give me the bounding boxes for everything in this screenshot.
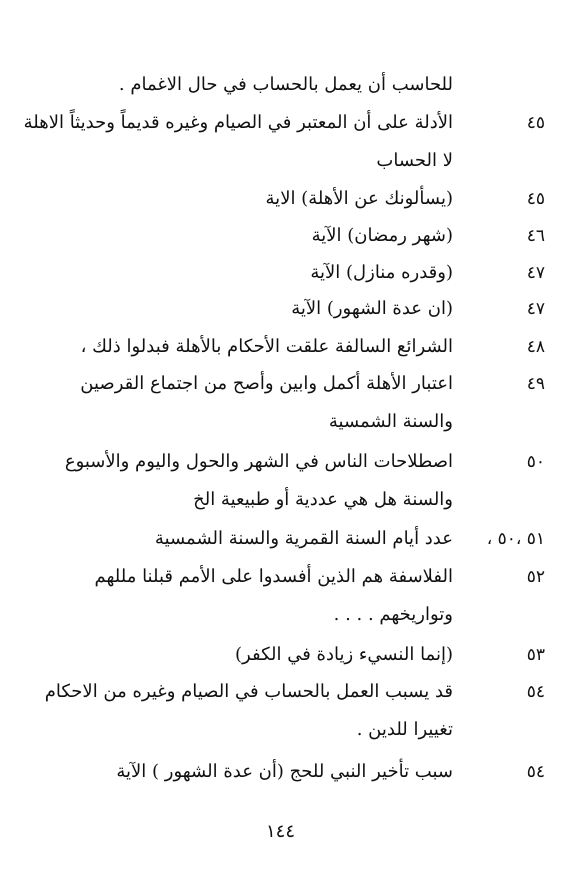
entry-line: والسنة هل هي عددية أو طبيعية الخ [193, 489, 453, 510]
page-number: ١٤٤ [265, 821, 295, 842]
entry-page-ref: ٥٣ [526, 645, 545, 665]
entry-line: الفلاسفة هم الذين أفسدوا على الأمم قبلنا مللهم [94, 566, 453, 587]
entry-line: اعتبار الأهلة أكمل وابين وأصح من اجتماع القرصين [80, 373, 453, 394]
entry-line: الشرائع السالفة علقت الأحكام بالأهلة فبدلوا ذلك ، [80, 336, 453, 357]
entry-line: عدد أيام السنة القمرية والسنة الشمسية [154, 528, 453, 549]
entry-line: (ان عدة الشهور) الآية [291, 298, 453, 319]
entry-page-ref: ٤٨ [526, 337, 545, 357]
entry-line: للحاسب أن يعمل بالحساب في حال الاغمام . [118, 74, 453, 95]
entry-line: والسنة الشمسية [328, 411, 453, 432]
entry-line: قد يسبب العمل بالحساب في الصيام وغيره من الاحكام [44, 681, 453, 702]
entry-page-ref: ٥٢ [526, 567, 545, 587]
entry-line: (وقدره منازل) الآية [310, 262, 453, 283]
entry-line: اصطلاحات الناس في الشهر والحول واليوم والأسبوع [64, 451, 453, 472]
entry-line: الأدلة على أن المعتبر في الصيام وغيره قديماً وحديثاً الاهلة [23, 112, 453, 133]
entry-line: سبب تأخير النبي للحج (أن عدة الشهور ) الآية [116, 761, 453, 782]
entry-page-ref: ٤٧ [526, 263, 545, 283]
entry-line: وتواريخهم . . . . [333, 604, 453, 625]
entry-page-ref: ٥٤ [526, 682, 545, 702]
entry-page-ref: ٥٠ [526, 452, 545, 472]
entry-line: لا الحساب [376, 150, 453, 171]
entry-page-ref: ٤٧ [526, 299, 545, 319]
entry-page-ref: ٤٥ [526, 189, 545, 209]
entry-line: (إنما النسيء زيادة في الكفر) [235, 644, 453, 665]
entry-page-ref: ٤٩ [526, 374, 545, 394]
entry-line: (شهر رمضان) الآية [311, 225, 453, 246]
entry-line: (يسألونك عن الأهلة) الاية [265, 188, 453, 209]
entry-line: تغييرا للدين . [356, 719, 453, 740]
entry-page-ref: ٤٦ [526, 226, 545, 246]
entry-page-ref: ٥٤ [526, 762, 545, 782]
entry-page-ref: ٤٥ [526, 113, 545, 133]
entry-page-ref: ٥١ ،٥٠ ، [486, 529, 545, 549]
